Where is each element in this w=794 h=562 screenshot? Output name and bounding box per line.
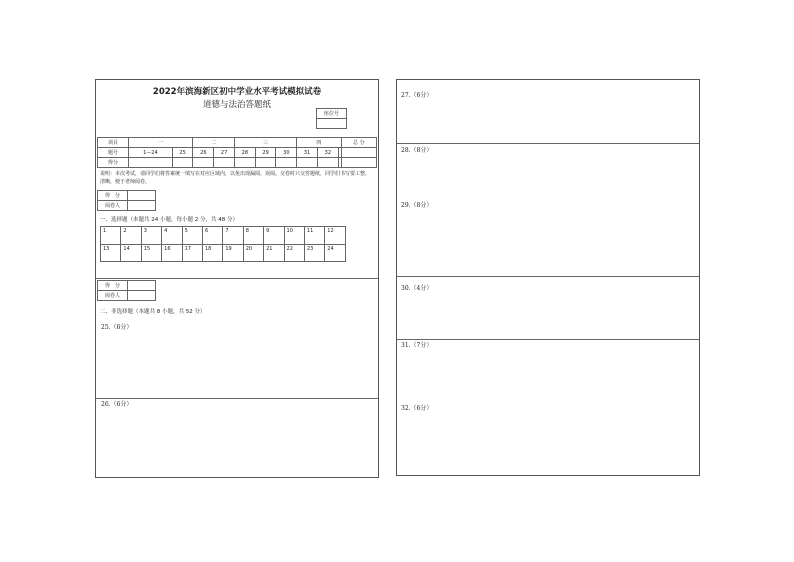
score-value-field[interactable]: [128, 191, 156, 201]
qnum-cell-total: [341, 148, 376, 158]
choice-cell[interactable]: 3: [141, 227, 161, 245]
qnum-cell: 27: [214, 148, 235, 158]
instructions-note: 说明：本次考试，请同学们将答案统一填写在对应区域内，以免出现漏阅、误阅。交卷时只交答题纸，同学们书写要工整、清晰，便于老师阅卷。: [100, 171, 371, 185]
choice-cell[interactable]: 9: [264, 227, 284, 245]
score-cell[interactable]: [255, 158, 276, 168]
choice-cell[interactable]: 12: [325, 227, 345, 245]
question-32-label: 32.（6分）: [401, 405, 433, 412]
divider: [397, 276, 699, 277]
qnum-cell: 29: [255, 148, 276, 158]
exam-title: 2022年滨海新区初中学业水平考试模拟试卷: [152, 87, 322, 97]
score-header-item: 项目: [98, 138, 129, 148]
qnum-label: 题号: [98, 148, 129, 158]
choice-cell[interactable]: 10: [284, 227, 304, 245]
score-cell-total[interactable]: [341, 158, 376, 168]
grader-label: 阅卷人: [98, 201, 128, 211]
score-header-total: 总 分: [341, 138, 376, 148]
grader-field[interactable]: [128, 201, 156, 211]
choice-cell[interactable]: 6: [202, 227, 222, 245]
score-label: 得 分: [98, 191, 128, 201]
grader-box-2: [97, 280, 156, 301]
score-label: 得 分: [98, 281, 128, 291]
choice-cell[interactable]: 20: [243, 244, 263, 262]
question-26-label: 26.（6分）: [101, 401, 133, 408]
choice-cell[interactable]: 2: [121, 227, 141, 245]
divider: [96, 398, 378, 399]
qnum-cell: 30: [276, 148, 297, 158]
grader-field[interactable]: [128, 291, 156, 301]
score-cell[interactable]: [276, 158, 297, 168]
grader-box-1: [97, 190, 156, 211]
choice-cell[interactable]: 19: [223, 244, 243, 262]
choice-cell[interactable]: 22: [284, 244, 304, 262]
score-cell[interactable]: [234, 158, 255, 168]
question-27-label: 27.（6分）: [401, 92, 433, 99]
score-value-field[interactable]: [128, 281, 156, 291]
choice-cell[interactable]: 15: [141, 244, 161, 262]
choice-cell[interactable]: 1: [101, 227, 121, 245]
choice-cell[interactable]: 24: [325, 244, 345, 262]
answer-sheet-left: [95, 79, 379, 478]
qnum-cell: 1—24: [128, 148, 172, 158]
question-29-label: 29.（8分）: [401, 202, 433, 209]
choice-cell[interactable]: 13: [101, 244, 121, 262]
seat-number-label: 座位号: [317, 109, 347, 119]
qnum-cell: 28: [234, 148, 255, 158]
score-cell[interactable]: [317, 158, 338, 168]
qnum-cell: 26: [193, 148, 214, 158]
choice-answer-grid: [100, 226, 346, 262]
qnum-cell: 32: [317, 148, 338, 158]
answer-sheet-right: [396, 79, 700, 476]
score-cell[interactable]: [214, 158, 235, 168]
section1-heading: 一、选择题（本题共 24 小题，每小题 2 分，共 48 分）: [100, 217, 238, 223]
score-header-part3: 三: [234, 138, 296, 148]
question-28-label: 28.（8分）: [401, 147, 433, 154]
exam-subtitle: 道德与法治答题纸: [202, 100, 271, 110]
choice-cell[interactable]: 7: [223, 227, 243, 245]
score-cell[interactable]: [128, 158, 172, 168]
question-25-label: 25.（6分）: [101, 324, 133, 331]
divider: [96, 278, 378, 279]
question-30-label: 30.（4分）: [401, 285, 433, 292]
seat-number-box: [316, 108, 347, 129]
score-header-part2: 二: [193, 138, 235, 148]
seat-number-field[interactable]: [317, 119, 347, 129]
score-cell[interactable]: [172, 158, 193, 168]
choice-cell[interactable]: 8: [243, 227, 263, 245]
qnum-cell: 25: [172, 148, 193, 158]
score-cell[interactable]: [297, 158, 318, 168]
divider: [397, 143, 699, 144]
score-table: [97, 137, 377, 168]
choice-cell[interactable]: 18: [202, 244, 222, 262]
choice-cell[interactable]: 11: [304, 227, 324, 245]
score-row-label: 得分: [98, 158, 129, 168]
grader-label: 阅卷人: [98, 291, 128, 301]
score-header-part4: 四: [297, 138, 341, 148]
choice-cell[interactable]: 5: [182, 227, 202, 245]
score-cell[interactable]: [193, 158, 214, 168]
choice-cell[interactable]: 14: [121, 244, 141, 262]
qnum-cell: 31: [297, 148, 318, 158]
section2-heading: 二、非选择题（本题共 8 小题，共 52 分）: [100, 309, 206, 315]
divider: [397, 339, 699, 340]
question-31-label: 31.（7分）: [401, 342, 433, 349]
choice-cell[interactable]: 4: [162, 227, 182, 245]
choice-cell[interactable]: 21: [264, 244, 284, 262]
choice-cell[interactable]: 16: [162, 244, 182, 262]
choice-cell[interactable]: 17: [182, 244, 202, 262]
score-header-part1: 一: [128, 138, 192, 148]
choice-cell[interactable]: 23: [304, 244, 324, 262]
